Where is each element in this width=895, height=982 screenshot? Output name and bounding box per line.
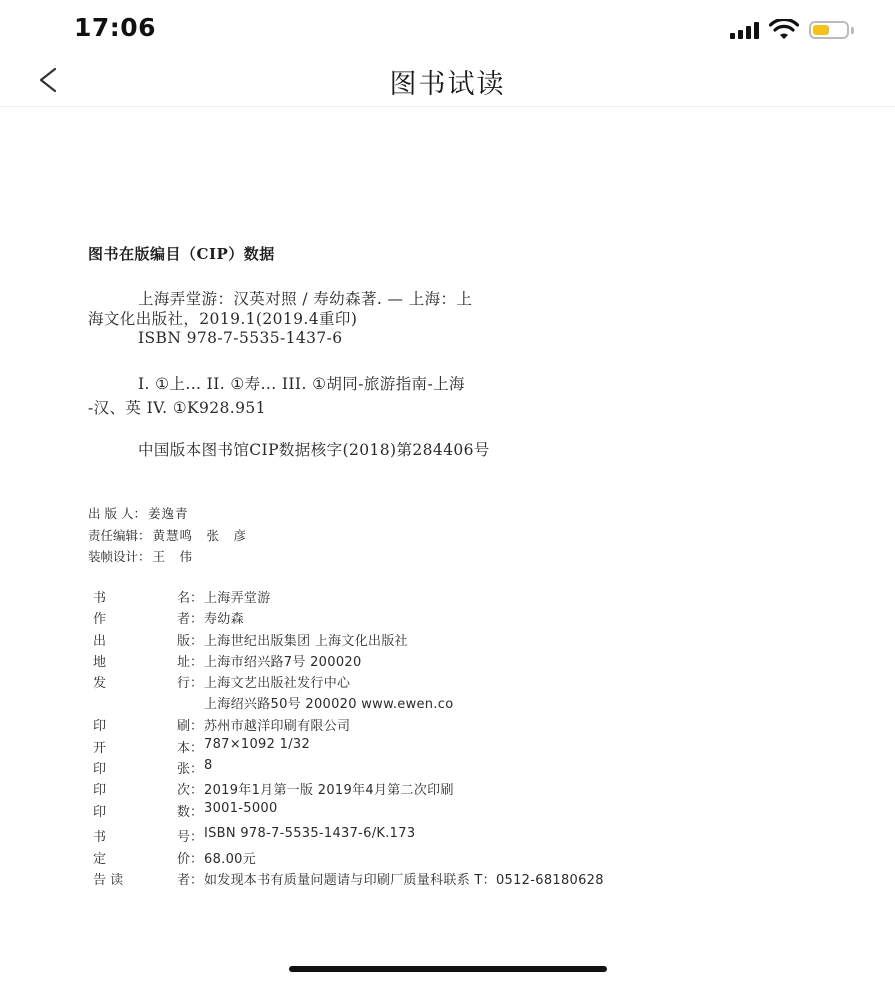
status-time: 17:06 (74, 13, 157, 42)
info-label: 刷： (176, 719, 203, 734)
info-label: 印 (93, 719, 107, 734)
info-value: 8 (204, 758, 213, 773)
info-value: 上海文艺出版社发行中心 (204, 676, 351, 691)
staff-row (88, 547, 193, 565)
info-label: 印 (93, 805, 107, 820)
staff-value: 王 伟 (152, 549, 194, 564)
info-label: 定 (93, 852, 107, 867)
info-label: 名： (176, 591, 203, 606)
info-value: 68.00元 (204, 852, 257, 867)
info-label: 者： (176, 612, 203, 627)
staff-label: 装帧设计： (88, 549, 151, 564)
staff-label: 出 版 人： (88, 506, 146, 521)
info-label: 书 (93, 830, 107, 845)
cip-heading: 图书在版编目（CIP）数据 (88, 245, 275, 263)
info-label: 数： (176, 805, 203, 820)
info-label: 地 (93, 655, 107, 670)
staff-row (88, 526, 247, 544)
info-label: 印 (93, 762, 107, 777)
info-value: 上海弄堂游 (204, 591, 271, 606)
info-label: 书 (93, 591, 107, 606)
cip-line: ISBN 978-7-5535-1437-6 (138, 329, 343, 347)
info-value: 上海市绍兴路7号 200020 (204, 655, 362, 670)
wifi-icon (769, 19, 799, 41)
info-value: ISBN 978-7-5535-1437-6/K.173 (204, 826, 416, 841)
info-value: 787×1092 1/32 (204, 737, 311, 752)
staff-row (88, 504, 188, 522)
info-value: 上海绍兴路50号 200020 www.ewen.co (204, 697, 454, 712)
cip-line: 中国版本图书馆CIP数据核字(2018)第284406号 (138, 441, 490, 459)
info-value: 苏州市越洋印刷有限公司 (204, 719, 351, 734)
info-label: 告 读 (93, 873, 124, 888)
status-icons (730, 18, 855, 42)
cip-line: -汉、英 IV. ①K928.951 (88, 399, 266, 417)
staff-value: 黄慧鸣 张 彦 (152, 528, 248, 543)
home-indicator[interactable] (289, 966, 607, 972)
status-bar (0, 0, 895, 58)
info-value: 上海世纪出版集团 上海文化出版社 (204, 634, 408, 649)
info-label: 址： (176, 655, 203, 670)
info-label: 版： (176, 634, 203, 649)
staff-value: 姜逸青 (147, 506, 189, 521)
battery-icon (809, 19, 855, 41)
info-value: 3001-5000 (204, 801, 278, 816)
info-value: 2019年1月第一版 2019年4月第二次印刷 (204, 783, 454, 798)
cip-line: I. ①上... II. ①寿... III. ①胡同-旅游指南-上海 (138, 375, 465, 393)
cellular-signal-icon (730, 21, 759, 39)
info-label: 者： (176, 873, 203, 888)
cip-line: 上海弄堂游：汉英对照 / 寿幼森著. — 上海：上 (138, 290, 473, 308)
info-value: 寿幼森 (204, 612, 244, 627)
page-title: 图书试读 (389, 69, 506, 100)
cip-line: 海文化出版社，2019.1(2019.4重印) (88, 310, 358, 328)
staff-label: 责任编辑： (88, 528, 151, 543)
book-page-scan (0, 120, 895, 950)
info-label: 号： (176, 830, 203, 845)
info-label: 作 (93, 612, 107, 627)
info-label: 次： (176, 783, 203, 798)
info-value: 如发现本书有质量问题请与印刷厂质量科联系 T：0512-68180628 (204, 873, 604, 888)
info-label: 价： (176, 852, 203, 867)
nav-bar (0, 58, 895, 107)
info-label: 开 (93, 741, 107, 756)
info-label: 发 (93, 676, 107, 691)
info-label: 张： (176, 762, 203, 777)
info-label: 出 (93, 634, 107, 649)
info-label: 本： (176, 741, 203, 756)
info-label: 行： (176, 676, 203, 691)
info-label: 印 (93, 783, 107, 798)
